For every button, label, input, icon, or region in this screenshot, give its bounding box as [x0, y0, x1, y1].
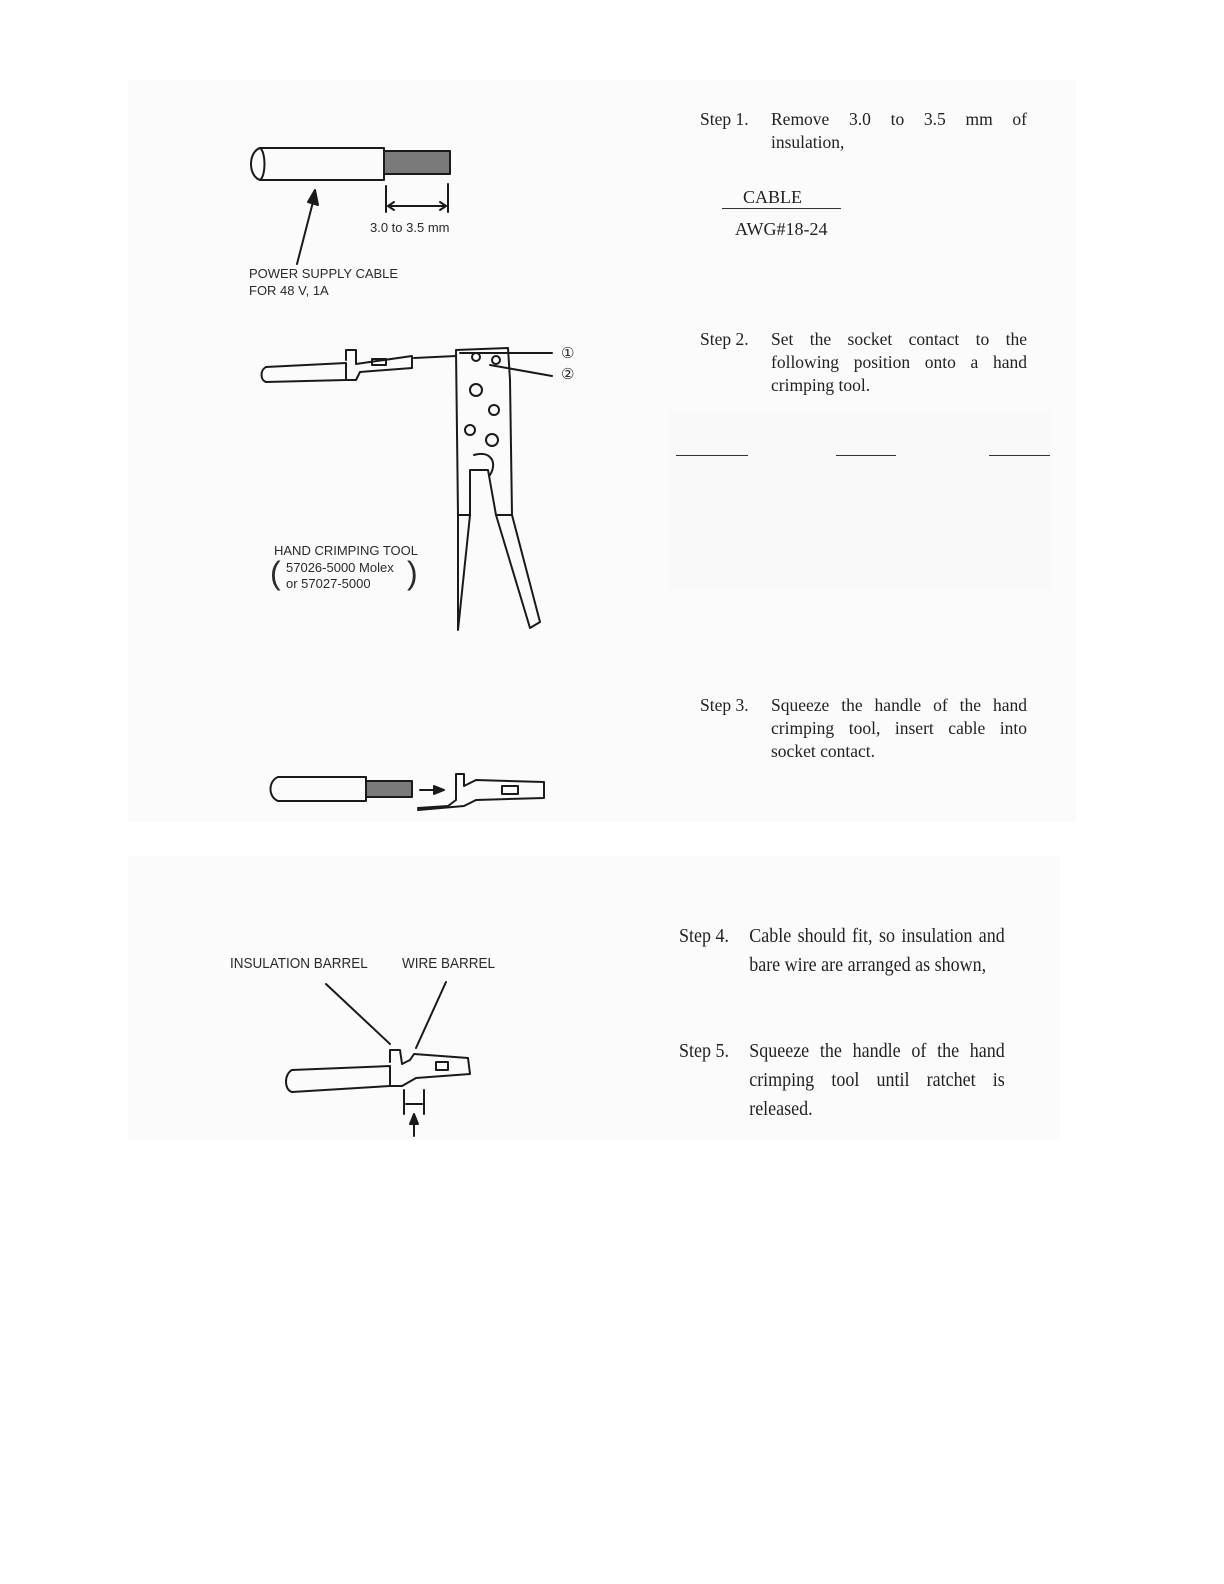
cable-insert-drawing [271, 774, 545, 810]
right-paren: ) [407, 555, 418, 591]
step-5-label: Step 5. [679, 1040, 730, 1062]
step-3-text: Squeeze the handle of the hand crimping tool, insert cable into socket contact. [771, 695, 1027, 761]
strip-dimension-label: 3.0 to 3.5 mm [370, 220, 450, 235]
cable-label-line2: FOR 48 V, 1A [249, 283, 329, 298]
step-5-text: Squeeze the handle of the hand crimping tool until ratchet is released. [749, 1040, 1005, 1120]
crimp-tool-drawing [262, 348, 553, 630]
cable-label-line1: POWER SUPPLY CABLE [249, 266, 399, 281]
cable-header: CABLE [743, 187, 803, 207]
step-3-label: Step 3. [700, 695, 749, 715]
position-marker-2: ② [561, 366, 575, 383]
crimp-tool-part1: 57026-5000 Molex [286, 560, 394, 575]
crimp-tool-label: HAND CRIMPING TOOL [274, 543, 418, 558]
position-marker-1: ① [561, 345, 575, 362]
cable-value: AWG#18-24 [735, 219, 828, 239]
step-1-label: Step 1. [700, 109, 749, 129]
left-paren: ( [270, 555, 281, 591]
barrel-position-drawing [286, 982, 470, 1136]
insulation-barrel-label: INSULATION BARREL [230, 955, 368, 972]
step-2-label: Step 2. [700, 329, 749, 349]
step-4-label: Step 4. [679, 925, 730, 947]
crimp-tool-part2: or 57027-5000 [286, 576, 371, 591]
step-2-text: Set the socket contact to the following position onto a hand crimping tool. [771, 329, 1027, 395]
step-1-text: Remove 3.0 to 3.5 mm of insulation, [771, 109, 1027, 152]
stripped-cable-drawing [251, 148, 450, 264]
wire-barrel-label: WIRE BARREL [402, 955, 496, 972]
step-4-text: Cable should fit, so insulation and bare wire are arranged as shown, [749, 925, 1005, 976]
